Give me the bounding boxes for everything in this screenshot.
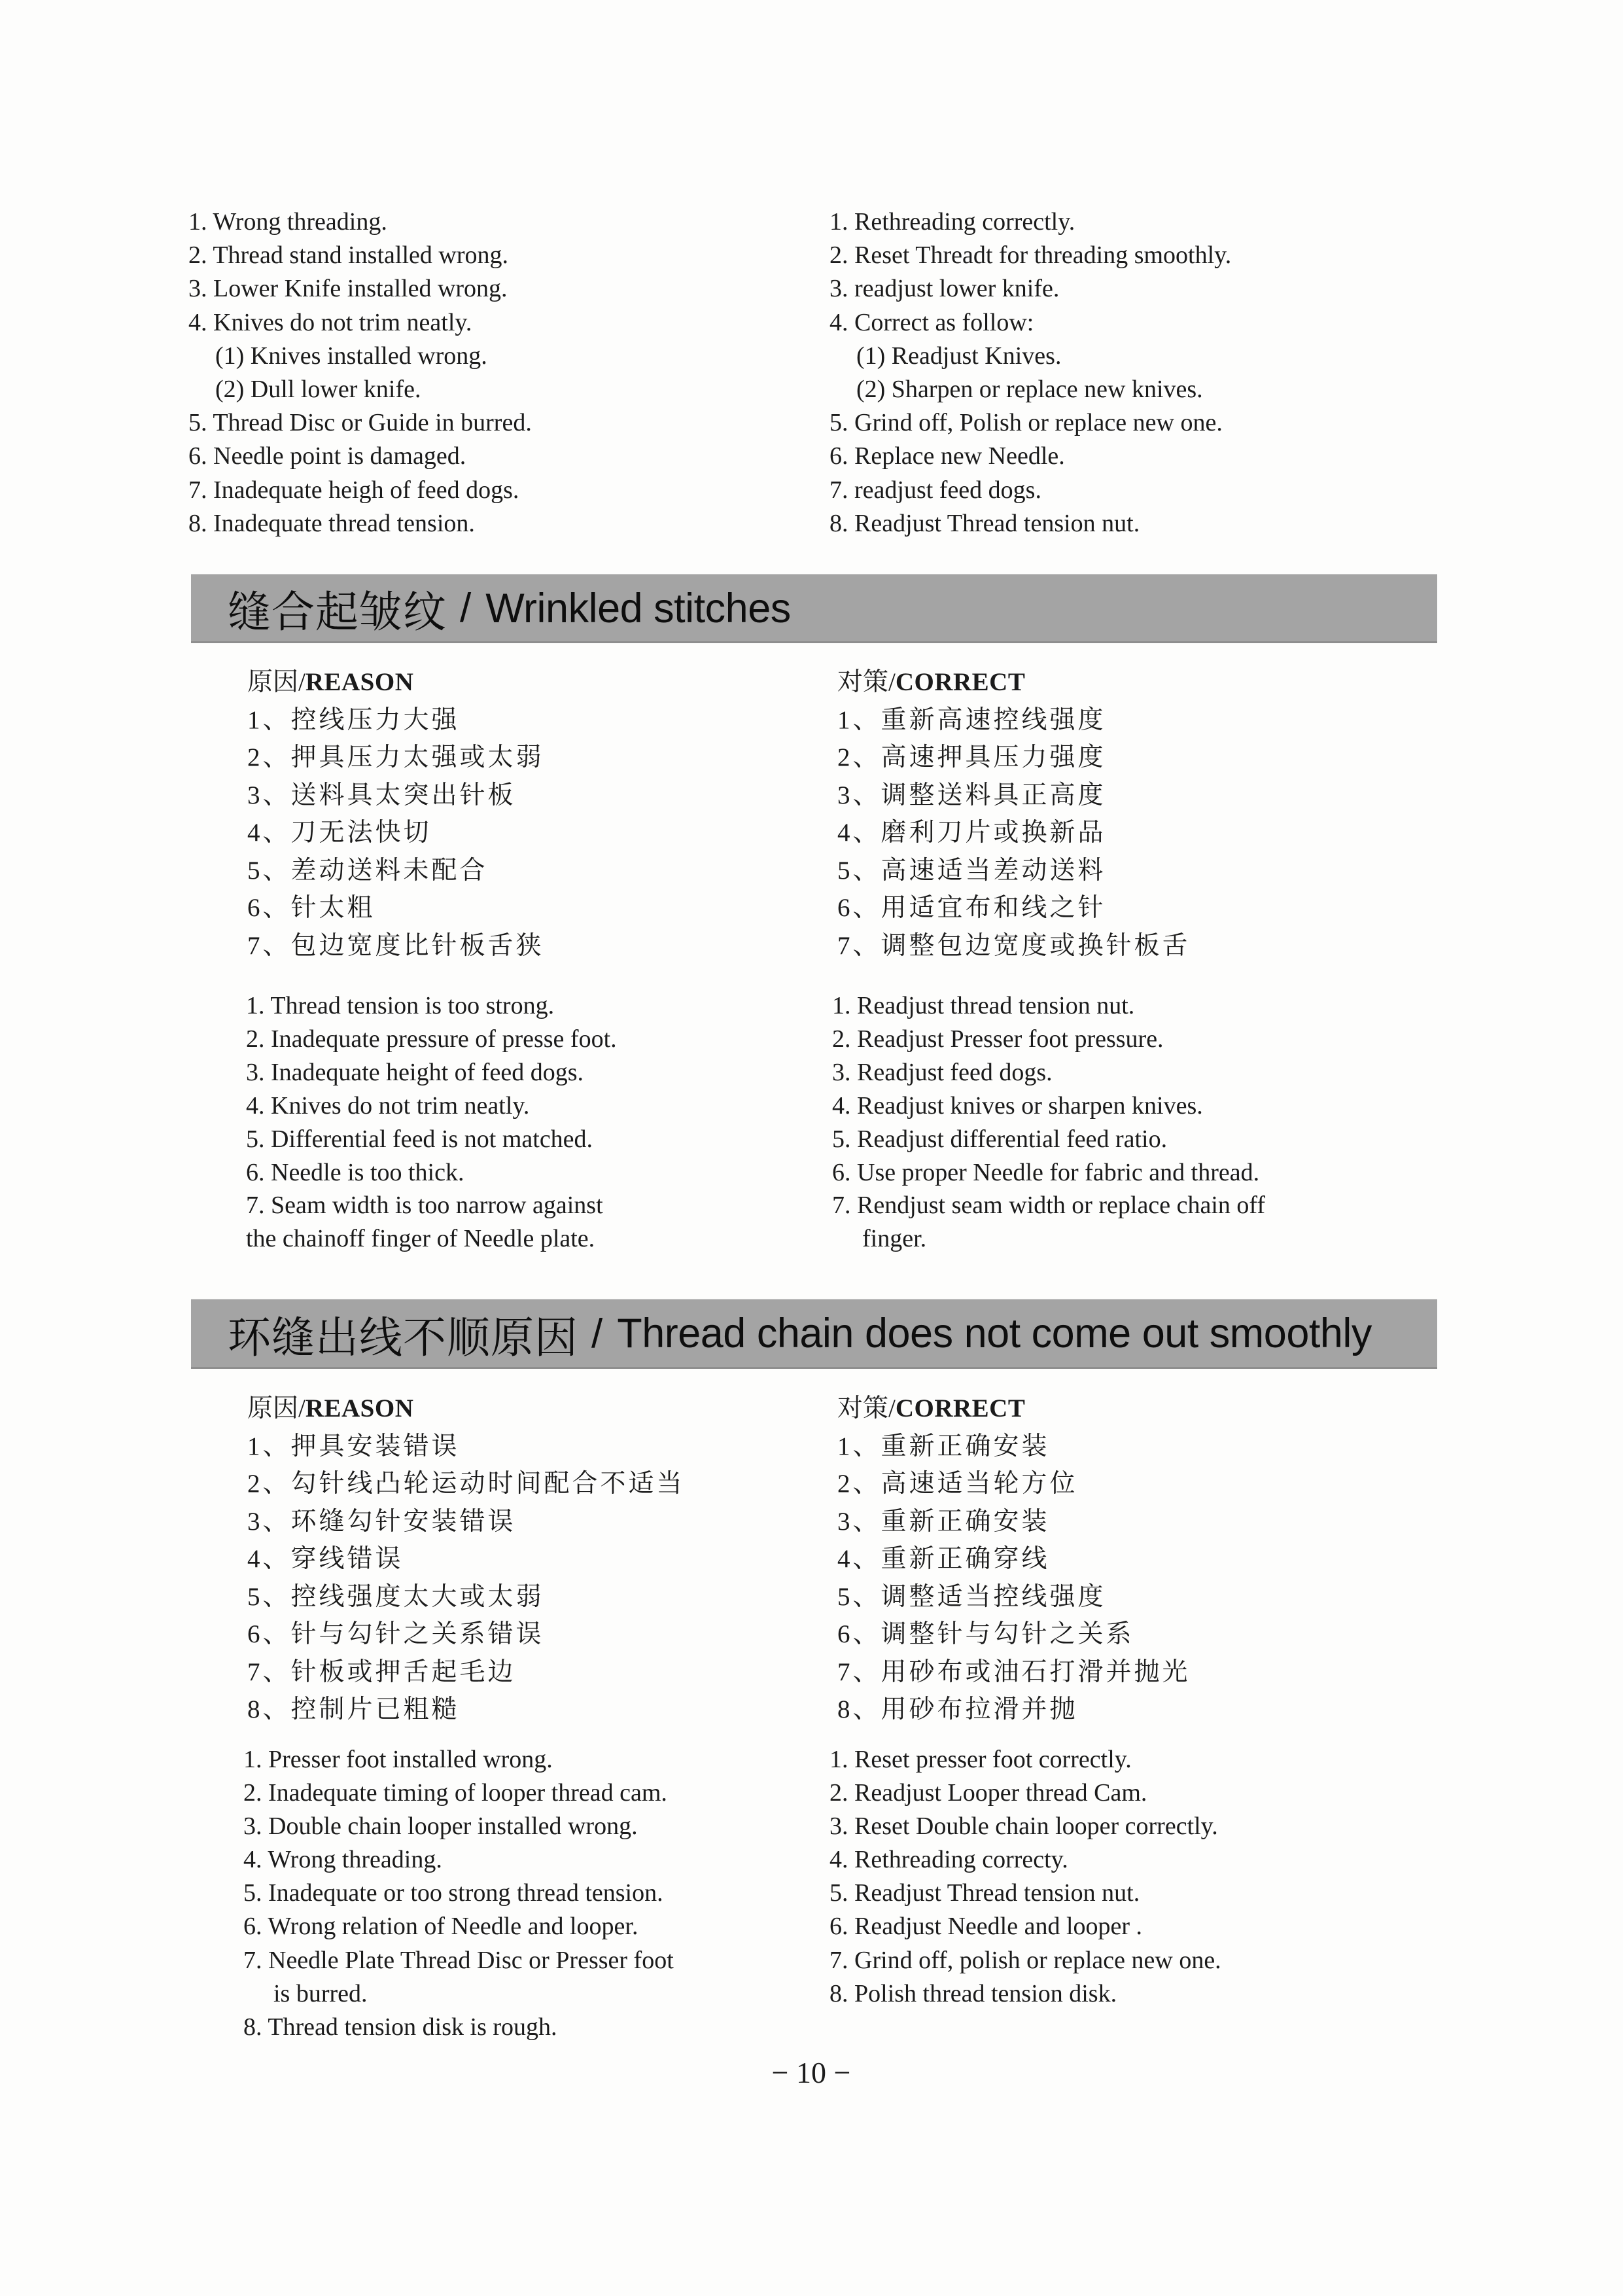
- list-subitem: (1) Readjust Knives.: [856, 342, 1062, 370]
- list-item: 7、调整包边宽度或换针板舌: [837, 931, 1191, 960]
- corrections-cn-list: [837, 701, 1191, 965]
- list-item: 2. Reset Threadt for threading smoothly.: [829, 241, 1232, 270]
- list-item: 7、用砂布或油石打滑并抛光: [837, 1657, 1191, 1686]
- list-item: 8. Inadequate thread tension.: [188, 509, 475, 537]
- list-subitem: (2) Sharpen or replace new knives.: [856, 376, 1203, 404]
- banner-title-cn: 缝合起皱纹: [228, 588, 447, 636]
- list-item: 3、调整送料具正高度: [837, 781, 1106, 809]
- list-item: 7. Grind off, polish or replace new one.: [829, 1946, 1221, 1974]
- list-item: 4. Knives do not trim neatly.: [188, 308, 472, 336]
- list-item: 8. Readjust Thread tension nut.: [829, 509, 1140, 537]
- banner-title-en: Thread chain does not come out smoothly: [617, 1311, 1372, 1356]
- list-item: 7. Needle Plate Thread Disc or Presser foot: [243, 1946, 674, 1974]
- list-item: 4、重新正确穿线: [837, 1545, 1050, 1573]
- list-item: 6. Needle is too thick.: [246, 1158, 464, 1186]
- list-item: 5. Readjust Thread tension nut.: [829, 1879, 1140, 1907]
- list-item: 6. Readjust Needle and looper .: [829, 1913, 1143, 1941]
- banner-title-separator: /: [591, 1311, 603, 1356]
- list-item: 3、重新正确安装: [837, 1507, 1050, 1536]
- list-item: 2. Readjust Presser foot pressure.: [832, 1025, 1164, 1053]
- section2-reasons-en-list: [246, 989, 617, 1256]
- list-item: 7. Inadequate heigh of feed dogs.: [188, 476, 519, 504]
- list-item: 8. Thread tension disk is rough.: [243, 2013, 557, 2041]
- list-item: 6. Replace new Needle.: [829, 442, 1065, 470]
- list-item: 7. readjust feed dogs.: [829, 476, 1041, 504]
- reason-header: [247, 1390, 685, 1428]
- list-item: 7、包边宽度比针板舌狭: [247, 931, 544, 960]
- list-item: 2、高速适当轮方位: [837, 1470, 1078, 1498]
- list-subitem: (1) Knives installed wrong.: [215, 342, 487, 370]
- list-item: 1、重新正确安装: [837, 1432, 1050, 1460]
- list-item: 4、刀无法快切: [247, 819, 432, 847]
- list-item: 5. Differential feed is not matched.: [246, 1125, 593, 1153]
- list-item: 5. Readjust differential feed ratio.: [832, 1125, 1168, 1153]
- list-item: 5. Grind off, Polish or replace new one.: [829, 409, 1223, 437]
- reason-header: [247, 663, 544, 701]
- section3-reasons-en-list: [243, 1743, 674, 2044]
- list-item: 6. Use proper Needle for fabric and thread.: [832, 1158, 1260, 1186]
- section3-corrections-cn: [837, 1390, 1191, 1729]
- list-item: 4. Readjust knives or sharpen knives.: [832, 1091, 1203, 1120]
- reason-header-en: REASON: [305, 1394, 414, 1422]
- list-item: 6、针太粗: [247, 894, 375, 922]
- list-item: 3. Inadequate height of feed dogs.: [246, 1058, 584, 1086]
- section1-reasons-list: [188, 205, 532, 540]
- section2-corrections-en-list: [832, 989, 1265, 1256]
- list-item: 3. Readjust feed dogs.: [832, 1058, 1053, 1086]
- list-item: 3. Reset Double chain looper correctly.: [829, 1812, 1218, 1841]
- section2-corrections-cn: [837, 663, 1191, 964]
- list-item: 8、用砂布拉滑并抛: [837, 1695, 1078, 1723]
- list-item: 5、差动送料未配合: [247, 856, 488, 885]
- list-item: 2. Inadequate pressure of presse foot.: [246, 1025, 617, 1053]
- list-item: 3. readjust lower knife.: [829, 275, 1060, 303]
- list-item: 8. Polish thread tension disk.: [829, 1979, 1117, 2007]
- list-item: 4. Correct as follow:: [829, 308, 1034, 336]
- list-item: 3. Lower Knife installed wrong.: [188, 275, 508, 303]
- correct-header-en: CORRECT: [895, 668, 1026, 696]
- banner-title-separator: /: [460, 586, 472, 631]
- list-item: 7. Rendjust seam width or replace chain off: [832, 1192, 1265, 1220]
- section-banner-thread-chain: [191, 1299, 1437, 1369]
- correct-header: [837, 663, 1191, 701]
- list-item: 5、高速适当差动送料: [837, 856, 1106, 885]
- list-item: 7、针板或押舌起毛边: [247, 1657, 516, 1686]
- list-item-continuation: finger.: [862, 1225, 927, 1253]
- correct-header-en: CORRECT: [895, 1394, 1026, 1422]
- list-item: 1. Presser foot installed wrong.: [243, 1746, 553, 1773]
- list-item: 5、调整适当控线强度: [837, 1582, 1106, 1611]
- list-item: 1、押具安装错误: [247, 1432, 460, 1460]
- section1-corrections-list: [829, 205, 1231, 540]
- list-item: 6、用适宜布和线之针: [837, 894, 1106, 922]
- list-item: 1. Wrong threading.: [188, 208, 387, 236]
- list-item: 5. Thread Disc or Guide in burred.: [188, 409, 532, 437]
- list-item: 1. Readjust thread tension nut.: [832, 992, 1135, 1019]
- list-item: 3、送料具太突出针板: [247, 781, 516, 809]
- list-item: 6. Needle point is damaged.: [188, 442, 466, 470]
- list-item: 3、环缝勾针安装错误: [247, 1507, 516, 1536]
- section3-reasons-cn: [247, 1390, 685, 1729]
- reasons-cn-list: [247, 701, 544, 965]
- list-item: 2、高速押具压力强度: [837, 743, 1106, 771]
- list-item: 4、磨利刀片或换新品: [837, 819, 1106, 847]
- list-item: 1、重新高速控线强度: [837, 705, 1106, 734]
- list-item: 8、控制片已粗糙: [247, 1695, 460, 1723]
- list-item: 4. Rethreading correcty.: [829, 1846, 1068, 1874]
- list-item: 7. Seam width is too narrow against: [246, 1192, 603, 1220]
- list-item: 5、控线强度太大或太弱: [247, 1582, 544, 1611]
- page-number: − 10 −: [771, 2056, 851, 2089]
- section3-corrections-en-list: [829, 1743, 1221, 2011]
- list-item: 4. Knives do not trim neatly.: [246, 1091, 530, 1120]
- list-item: 2. Readjust Looper thread Cam.: [829, 1779, 1147, 1807]
- correct-header-cn: 对策/: [837, 668, 896, 696]
- list-item: 1、控线压力大强: [247, 705, 460, 734]
- list-item: 6、针与勾针之关系错误: [247, 1620, 544, 1648]
- list-subitem: (2) Dull lower knife.: [215, 376, 421, 404]
- corrections-cn-list: [837, 1428, 1191, 1729]
- list-item-continuation: the chainoff finger of Needle plate.: [246, 1225, 595, 1253]
- reason-header-cn: 原因/: [247, 668, 305, 696]
- list-item: 1. Rethreading correctly.: [829, 208, 1075, 236]
- section2-reasons-cn: [247, 663, 544, 964]
- list-item: 4、穿线错误: [247, 1545, 404, 1573]
- list-item-continuation: is burred.: [273, 1979, 368, 2007]
- list-item: 3. Double chain looper installed wrong.: [243, 1812, 638, 1841]
- list-item: 6. Wrong relation of Needle and looper.: [243, 1913, 638, 1941]
- reason-header-cn: 原因/: [247, 1394, 305, 1422]
- list-item: 5. Inadequate or too strong thread tension.: [243, 1879, 663, 1907]
- list-item: 2、押具压力太强或太弱: [247, 743, 544, 771]
- list-item: 2、勾针线凸轮运动时间配合不适当: [247, 1470, 685, 1498]
- reasons-cn-list: [247, 1428, 685, 1729]
- section-banner-wrinkled-stitches: [191, 574, 1437, 643]
- list-item: 4. Wrong threading.: [243, 1846, 442, 1874]
- list-item: 2. Inadequate timing of looper thread cam.: [243, 1779, 667, 1807]
- banner-title-cn: 环缝出线不顺原因: [228, 1313, 578, 1362]
- reason-header-en: REASON: [305, 668, 414, 696]
- list-item: 2. Thread stand installed wrong.: [188, 241, 508, 270]
- list-item: 1. Thread tension is too strong.: [246, 992, 555, 1019]
- correct-header: [837, 1390, 1191, 1428]
- list-item: 1. Reset presser foot correctly.: [829, 1746, 1132, 1773]
- correct-header-cn: 对策/: [837, 1394, 896, 1422]
- list-item: 6、调整针与勾针之关系: [837, 1620, 1134, 1648]
- banner-title-en: Wrinkled stitches: [485, 585, 791, 631]
